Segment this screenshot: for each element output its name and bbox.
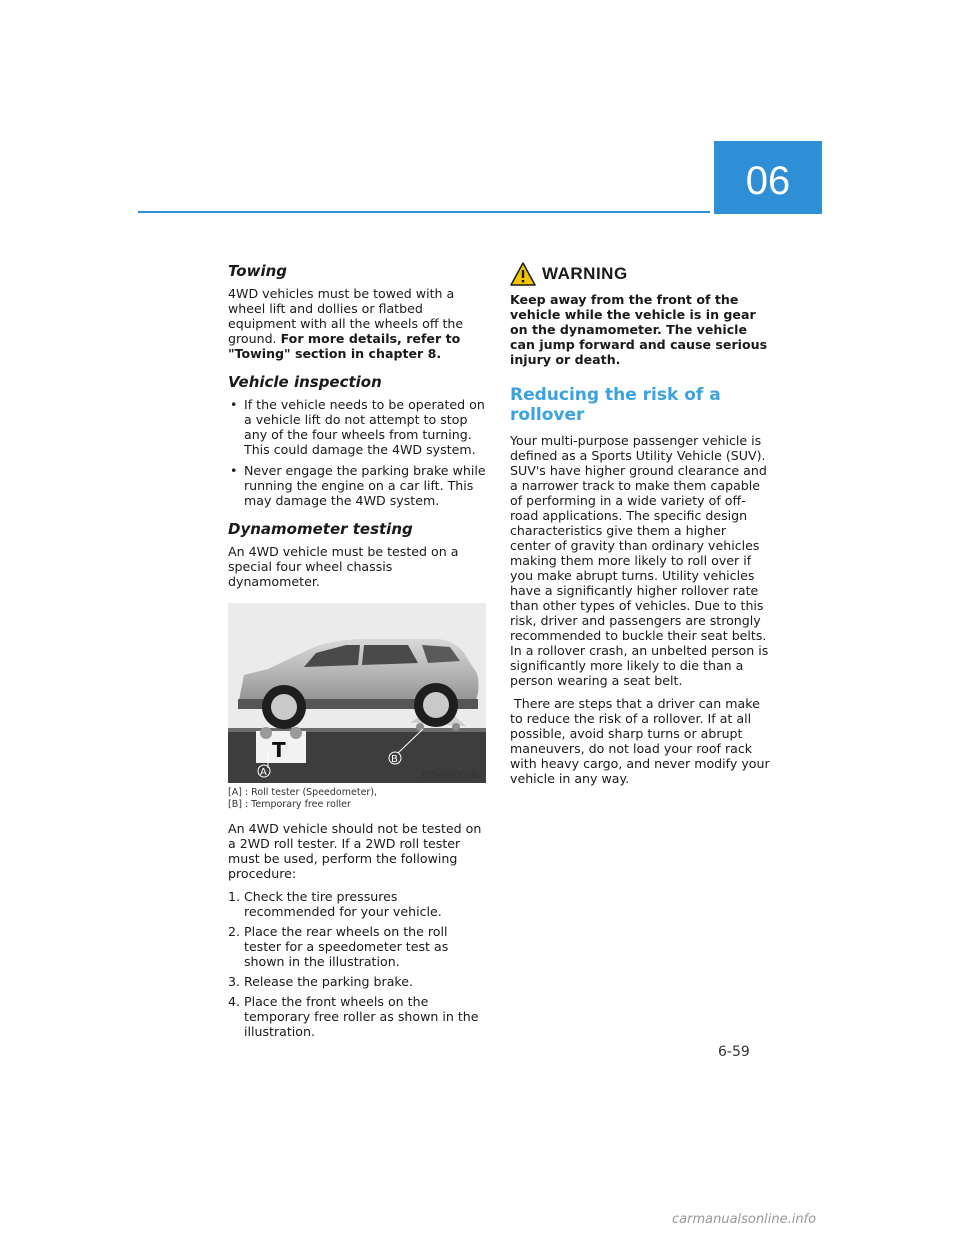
inspection-heading: Vehicle inspection (228, 373, 382, 391)
right-column (510, 262, 774, 794)
list-item (228, 974, 486, 989)
roller (290, 727, 302, 739)
chapter-number: 06 (745, 159, 791, 203)
label-b: B (391, 754, 398, 765)
list-item (228, 924, 486, 969)
list-item (228, 889, 486, 919)
list-item: • Never engage the parking brake while running the engine on a car lift. This may damage the 4WD system. (228, 463, 486, 508)
rollover-paragraph-2: There are steps that a driver can make to reduce the risk of a rollover. If at all possible, avoid sharp turns or abrupt maneuvers, do not load your roof rack with heavy cargo, and never modify your vehicle in any way. (510, 696, 774, 786)
caption-line: [B] : Temporary free roller (228, 799, 351, 810)
list-item (228, 994, 486, 1039)
step-text: Check the tire pressures recommended for your vehicle. (244, 889, 442, 919)
page-number: 6-59 (718, 1044, 750, 1060)
warning-triangle-icon (510, 262, 536, 286)
warning-title: WARNING (542, 264, 628, 283)
rollover-paragraph-1: Your multi-purpose passenger vehicle is defined as a Sports Utility Vehicle (SUV). SUV's have higher ground clearance and a narrower track to make them capable of performing in a wide variety of off-road applications. The specific design characteristics give them a higher center of gravity than ordinary vehicles making them more likely to roll over if you make abrupt turns. Utility vehicles have a significantly higher rollover rate than other types of vehicles. Due to this risk, driver and passengers are strongly recommended to buckle their seat belts. In a rollover crash, an unbelted person is significantly more likely to die than a person wearing a seat belt. (510, 433, 769, 688)
step-text: Place the rear wheels on the roll tester for a speedometer test as shown in the illustration. (244, 924, 449, 969)
suv-on-dyno-drawing (228, 603, 486, 783)
dynamometer-illustration (228, 603, 486, 783)
step-text: Place the front wheels on the temporary free roller as shown in the illustration. (244, 994, 479, 1039)
towing-reference: For more details, refer to "Towing" section in chapter 8. (228, 331, 461, 361)
towing-paragraph: 4WD vehicles must be towed with a wheel lift and dollies or flatbed equipment with all the wheels off the ground. For more details, refer to "Towing" section in chapter 8. (228, 286, 464, 361)
chapter-tab (714, 141, 822, 214)
step-number: 2. (228, 924, 241, 939)
inspection-list (228, 397, 486, 508)
left-column (228, 262, 486, 1044)
towing-heading: Towing (228, 262, 288, 280)
step-number: 4. (228, 994, 241, 1009)
procedure-list (228, 889, 486, 1039)
step-number: 1. (228, 889, 241, 904)
step-text: Release the parking brake. (244, 974, 414, 989)
window (362, 645, 418, 665)
label-a: A (260, 767, 267, 778)
list-item: • If the vehicle needs to be operated on a vehicle lift do not attempt to stop any of the four wheels from turning. This could damage the 4WD system. (228, 397, 486, 457)
step-number: 3. (228, 974, 241, 989)
dyno-intro: An 4WD vehicle must be tested on a special four wheel chassis dynamometer. (228, 544, 459, 589)
warning-text: Keep away from the front of the vehicle while the vehicle is in gear on the dynamometer. The vehicle can jump forward and cause serious injury or death. (510, 292, 768, 367)
rollover-heading: Reducing the risk of a rollover (510, 385, 721, 425)
figure-code: OTM060016L (422, 771, 482, 781)
rim (423, 692, 449, 718)
tester-mark: T (272, 738, 286, 762)
warning-header (510, 262, 770, 286)
watermark: carmanualsonline.info (672, 1212, 817, 1227)
roller (452, 723, 460, 731)
dyno-heading: Dynamometer testing (228, 520, 413, 538)
figure-caption (228, 787, 486, 811)
header-rule (138, 211, 710, 213)
rim (271, 694, 297, 720)
caption-line: [A] : Roll tester (Speedometer), (228, 787, 378, 798)
roller (260, 727, 272, 739)
dyno-paragraph: An 4WD vehicle should not be tested on a 2WD roll tester. If a 2WD roll tester must be used, perform the following procedure: (228, 821, 482, 881)
